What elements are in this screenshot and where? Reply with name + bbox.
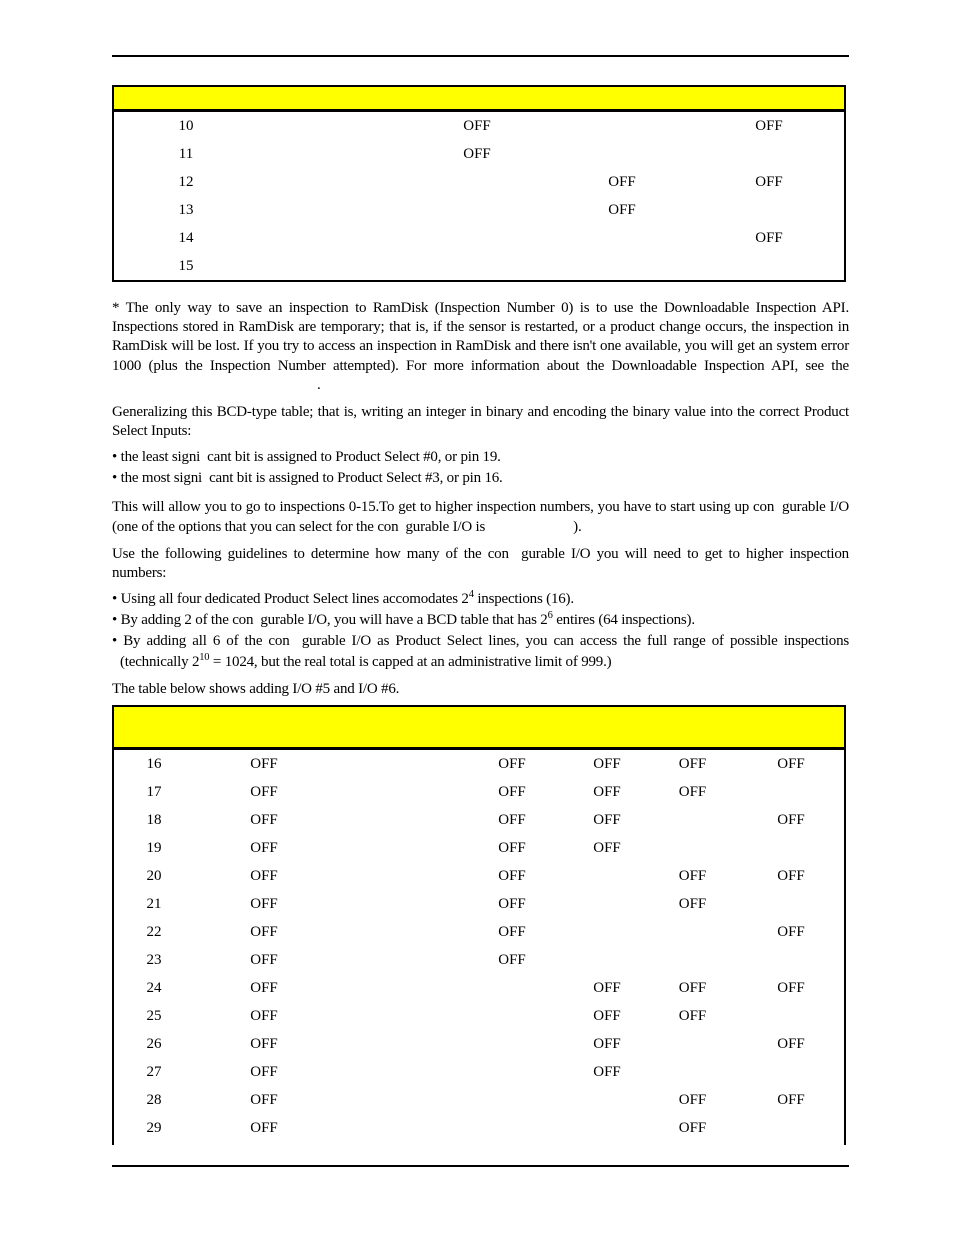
product-select-1-cell: OFF	[678, 1007, 707, 1024]
inspection-number-cell: 19	[146, 839, 162, 856]
table1-header-bar	[114, 87, 844, 112]
product-select-0-cell	[738, 946, 844, 974]
guideline-bullet-3	[112, 631, 849, 673]
product-select-0-cell: OFF	[777, 755, 805, 772]
product-select-1-cell	[647, 806, 738, 834]
io-6-cell: OFF	[250, 811, 278, 828]
product-select-1-cell	[550, 140, 694, 168]
product-select-2-cell	[567, 1114, 647, 1142]
product-select-1-cell	[647, 1030, 738, 1058]
product-select-0-cell	[738, 1114, 844, 1142]
guidelines-paragraph: Use the following guidelines to determine how many of the con gurable I/O you will need to get to higher inspection numbers:	[112, 545, 849, 582]
table-row	[114, 140, 844, 168]
io-6-cell: OFF	[250, 1007, 278, 1024]
table-row	[114, 974, 844, 1002]
product-select-table-10-15	[112, 85, 846, 282]
guideline-bullet-1-tail: inspections (16).	[473, 591, 574, 608]
table-row	[114, 1058, 844, 1086]
product-select-3-cell	[457, 1086, 567, 1114]
inspection-number-cell: 17	[146, 783, 162, 800]
table-row	[114, 168, 844, 196]
bcd-table-16-29	[112, 705, 846, 1145]
guideline-bullet-3-tail: = 1024, but the real total is capped at an administrative limit of 999.)	[209, 654, 612, 671]
inspection-number-cell: 16	[146, 755, 162, 772]
inspections-range-close: ).	[573, 518, 582, 535]
product-select-3-cell	[457, 974, 567, 1002]
io-6-cell: OFF	[250, 839, 278, 856]
product-select-2-cell	[567, 862, 647, 890]
table-row	[114, 1002, 844, 1030]
table-below-paragraph: The table below shows adding I/O #5 and I/O #6.	[112, 681, 400, 698]
product-select-2-cell: OFF	[593, 979, 621, 996]
io-5-cell	[334, 1114, 457, 1142]
table-row	[114, 252, 844, 280]
table-row	[114, 946, 844, 974]
product-select-1-cell	[550, 112, 694, 140]
product-select-3-cell	[457, 1058, 567, 1086]
ramdisk-note-period: .	[317, 376, 321, 393]
inspection-number-cell: 27	[146, 1063, 162, 1080]
io-5-cell	[334, 806, 457, 834]
product-select-0-cell	[738, 1002, 844, 1030]
guideline-bullet-list	[112, 589, 849, 673]
inspection-number-cell: 26	[146, 1035, 162, 1052]
product-select-3-cell: OFF	[498, 923, 526, 940]
io-5-cell	[334, 974, 457, 1002]
product-select-3-cell: OFF	[498, 811, 526, 828]
product-select-2-cell	[404, 168, 550, 196]
inspection-number-cell: 15	[178, 257, 194, 274]
inspection-number-cell: 14	[178, 229, 194, 246]
guideline-bullet-2	[112, 610, 849, 631]
msb-bullet: • the most signi cant bit is assigned to Product Select #3, or pin 16.	[112, 470, 503, 487]
product-select-0-cell	[694, 252, 844, 280]
product-select-2-cell	[567, 918, 647, 946]
io-6-cell: OFF	[250, 755, 278, 772]
product-select-1-cell	[647, 946, 738, 974]
io-5-cell	[334, 778, 457, 806]
io-6-cell: OFF	[250, 923, 278, 940]
ramdisk-note-paragraph	[112, 299, 849, 395]
product-select-3-cell: OFF	[498, 839, 526, 856]
lsb-bullet: • the least signi cant bit is assigned to Product Select #0, or pin 19.	[112, 449, 501, 466]
product-select-0-cell: OFF	[755, 229, 783, 246]
io-6-cell: OFF	[250, 1091, 278, 1108]
product-select-3-cell	[457, 1114, 567, 1142]
inspection-number-cell: 12	[178, 173, 194, 190]
product-select-0-cell: OFF	[755, 173, 783, 190]
product-select-3-cell	[258, 196, 404, 224]
table-row	[114, 778, 844, 806]
inspection-number-cell: 29	[146, 1119, 162, 1136]
body-text	[112, 299, 849, 699]
table-row	[114, 1086, 844, 1114]
product-select-2-cell	[567, 946, 647, 974]
table-row	[114, 112, 844, 140]
table2-body	[114, 750, 844, 1142]
guideline-bullet-1	[112, 589, 849, 610]
product-select-3-cell: OFF	[498, 867, 526, 884]
product-select-3-cell	[457, 1002, 567, 1030]
product-select-2-cell: OFF	[593, 1063, 621, 1080]
product-select-1-cell	[647, 918, 738, 946]
product-select-2-cell: OFF	[593, 1035, 621, 1052]
product-select-2-cell: OFF	[593, 783, 621, 800]
product-select-0-cell	[694, 196, 844, 224]
product-select-0-cell: OFF	[777, 867, 805, 884]
product-select-0-cell: OFF	[755, 117, 783, 134]
io-6-cell: OFF	[250, 1035, 278, 1052]
table-row	[114, 890, 844, 918]
inspections-range-text: This will allow you to go to inspections 0-15.To get to higher inspection numbers, you have to start using up con gurable I/O (one of the options that you can select for the con gurable I/O is	[112, 499, 849, 535]
io-5-cell	[334, 834, 457, 862]
io-5-cell	[334, 946, 457, 974]
table1-body	[114, 112, 844, 280]
product-select-1-cell: OFF	[678, 1091, 707, 1108]
product-select-2-cell	[404, 196, 550, 224]
io-6-cell: OFF	[250, 979, 278, 996]
table-row	[114, 224, 844, 252]
inspection-number-cell: 23	[146, 951, 162, 968]
product-select-1-cell	[550, 224, 694, 252]
io-6-cell: OFF	[250, 951, 278, 968]
io-5-cell	[334, 1030, 457, 1058]
product-select-2-cell	[404, 252, 550, 280]
exponent-superscript: 6	[547, 610, 553, 622]
io-6-cell: OFF	[250, 783, 278, 800]
io-6-cell: OFF	[250, 1119, 278, 1136]
product-select-2-cell	[404, 224, 550, 252]
io-6-cell: OFF	[250, 867, 278, 884]
product-select-1-cell: OFF	[678, 755, 707, 772]
product-select-3-cell: OFF	[498, 895, 526, 912]
product-select-2-cell	[567, 890, 647, 918]
inspection-number-cell: 18	[146, 811, 162, 828]
product-select-1-cell: OFF	[608, 201, 636, 218]
generalizing-paragraph: Generalizing this BCD-type table; that is, writing an integer in binary and encoding the binary value into the correct Product Select Inputs:	[112, 404, 849, 440]
inspection-number-cell: 10	[178, 117, 194, 134]
product-select-1-cell: OFF	[678, 783, 707, 800]
table-row	[114, 750, 844, 778]
product-select-3-cell	[258, 224, 404, 252]
io-6-cell: OFF	[250, 1063, 278, 1080]
product-select-0-cell	[738, 1058, 844, 1086]
product-select-0-cell: OFF	[777, 1091, 805, 1108]
io-5-cell	[334, 890, 457, 918]
product-select-2-cell: OFF	[593, 755, 621, 772]
product-select-0-cell: OFF	[777, 923, 805, 940]
io-5-cell	[334, 918, 457, 946]
product-select-3-cell	[258, 168, 404, 196]
io-6-cell: OFF	[250, 895, 278, 912]
product-select-3-cell: OFF	[498, 755, 526, 772]
inspection-number-cell: 21	[146, 895, 162, 912]
product-select-3-cell: OFF	[498, 783, 526, 800]
io-5-cell	[334, 862, 457, 890]
inspection-number-cell: 13	[178, 201, 194, 218]
table-row	[114, 918, 844, 946]
page-footer-rule	[112, 1165, 849, 1167]
product-select-0-cell	[694, 140, 844, 168]
guideline-bullet-2-tail: entires (64 inspections).	[552, 612, 695, 629]
product-select-2-cell: OFF	[593, 811, 621, 828]
product-select-3-cell	[258, 140, 404, 168]
ramdisk-note-text: * The only way to save an inspection to RamDisk (Inspection Number 0) is to use the Downloadable Inspection API. Inspections stored in RamDisk are temporary; that is, if the sensor is restarted, or a product change occurs, the inspection in RamDisk will be lost. If you try to access an inspection in RamDisk and there isn't one available, you will get an system error 1000 (plus the Inspection Number attempted). For more information about the Downloadable Inspection API, see the	[112, 300, 849, 374]
inspection-number-cell: 22	[146, 923, 162, 940]
product-select-1-cell: OFF	[678, 1119, 707, 1136]
product-select-1-cell: OFF	[678, 867, 707, 884]
product-select-1-cell: OFF	[608, 173, 636, 190]
exponent-superscript: 4	[468, 589, 474, 601]
product-select-1-cell	[647, 834, 738, 862]
product-select-3-cell	[258, 252, 404, 280]
table-row	[114, 1030, 844, 1058]
inspection-number-cell: 20	[146, 867, 162, 884]
product-select-0-cell: OFF	[777, 1035, 805, 1052]
product-select-3-cell	[457, 1030, 567, 1058]
product-select-2-cell: OFF	[593, 839, 621, 856]
io-5-cell	[334, 1086, 457, 1114]
table-row	[114, 196, 844, 224]
product-select-0-cell: OFF	[777, 811, 805, 828]
product-select-2-cell: OFF	[463, 145, 491, 162]
product-select-0-cell	[738, 890, 844, 918]
guideline-bullet-3-text: • By adding all 6 of the con gurable I/O as Product Select lines, you can access the full range of possible inspections (technically 2	[112, 633, 849, 671]
inspection-number-cell: 24	[146, 979, 162, 996]
table-row	[114, 1114, 844, 1142]
table-row	[114, 806, 844, 834]
table-row	[114, 834, 844, 862]
page-header-rule	[112, 55, 849, 57]
inspection-number-cell: 25	[146, 1007, 162, 1024]
product-select-2-cell: OFF	[463, 117, 491, 134]
guideline-bullet-2-text: • By adding 2 of the con gurable I/O, you will have a BCD table that has 2	[112, 612, 548, 629]
product-select-0-cell	[738, 778, 844, 806]
inspection-number-cell: 11	[178, 145, 194, 162]
io-5-cell	[334, 1002, 457, 1030]
table-row	[114, 862, 844, 890]
guideline-bullet-1-text: • Using all four dedicated Product Select lines accomodates 2	[112, 591, 469, 608]
exponent-superscript: 10	[199, 652, 210, 664]
product-select-2-cell: OFF	[593, 1007, 621, 1024]
product-select-1-cell: OFF	[678, 979, 707, 996]
inspections-range-paragraph	[112, 498, 849, 536]
product-select-0-cell: OFF	[777, 979, 805, 996]
io-5-cell	[334, 750, 457, 778]
inspection-number-cell: 28	[146, 1091, 162, 1108]
product-select-3-cell: OFF	[498, 951, 526, 968]
product-select-1-cell: OFF	[678, 895, 707, 912]
product-select-0-cell	[738, 834, 844, 862]
io-5-cell	[334, 1058, 457, 1086]
table2-header-bar	[114, 707, 844, 750]
product-select-1-cell	[550, 252, 694, 280]
product-select-2-cell	[567, 1086, 647, 1114]
product-select-3-cell	[258, 112, 404, 140]
product-select-1-cell	[647, 1058, 738, 1086]
